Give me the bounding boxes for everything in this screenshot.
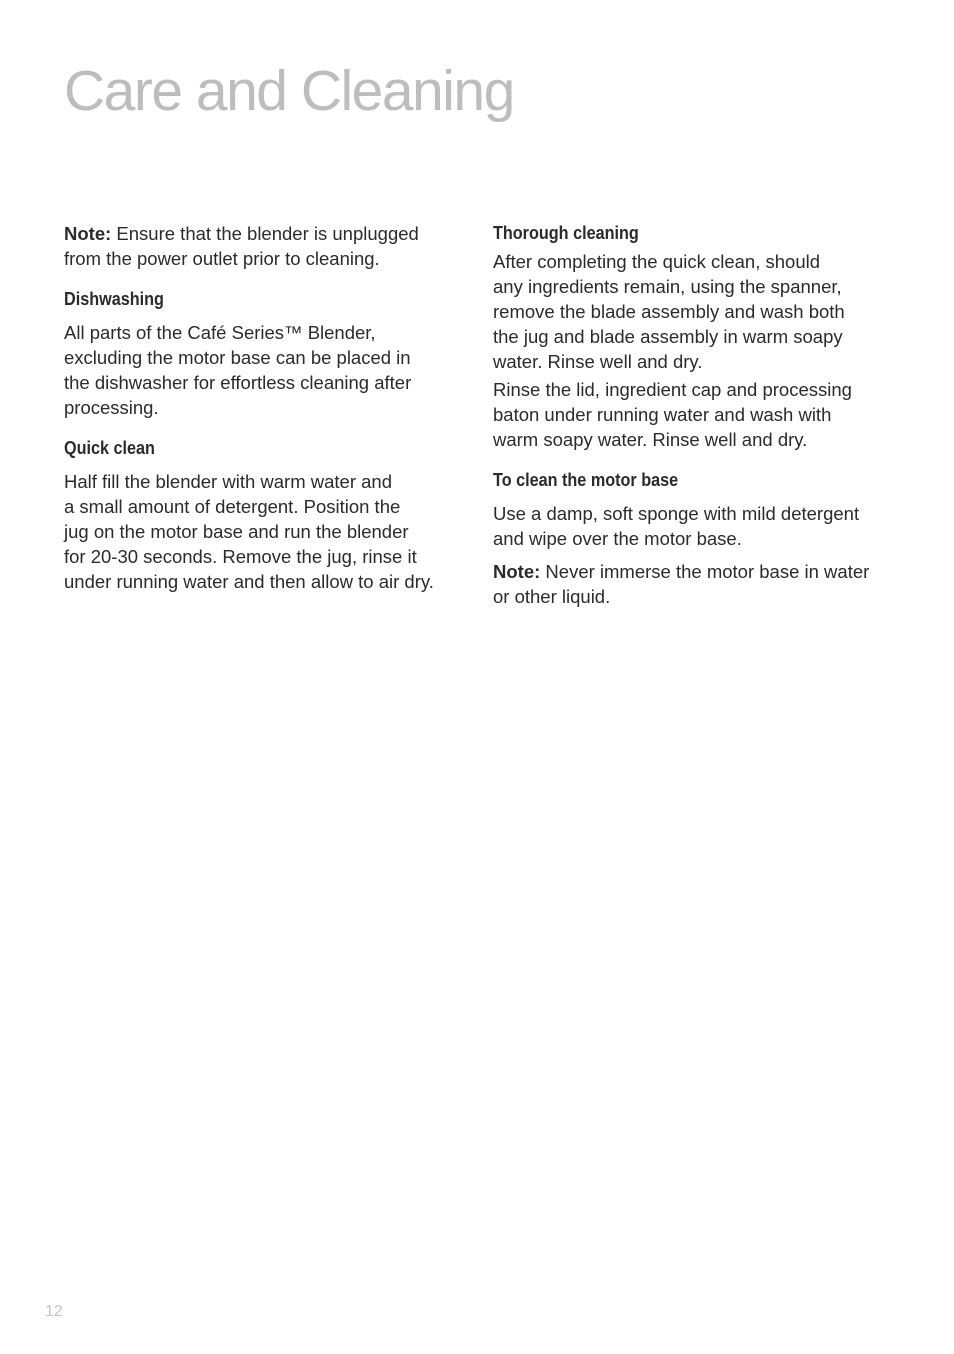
- motor-base-heading: To clean the motor base: [493, 470, 679, 490]
- paragraph-line: any ingredients remain, using the spanner,: [493, 276, 842, 297]
- note-label: Note:: [493, 561, 541, 582]
- paragraph-line: under running water and then allow to air dry.: [64, 571, 434, 592]
- page-number: 12: [45, 1303, 63, 1320]
- immerse-note: [493, 559, 903, 609]
- paragraph-line: warm soapy water. Rinse well and dry.: [493, 429, 808, 450]
- unplug-note: [64, 221, 474, 271]
- thorough-cleaning-paragraph-2: [493, 377, 903, 452]
- quick-clean-heading: Quick clean: [64, 438, 155, 458]
- paragraph-line: jug on the motor base and run the blender: [64, 521, 409, 542]
- dishwashing-heading: Dishwashing: [64, 289, 164, 309]
- note-text: Never immerse the motor base in water: [540, 561, 870, 582]
- note-text: or other liquid.: [493, 586, 611, 607]
- paragraph-line: processing.: [64, 397, 159, 418]
- paragraph-line: Half fill the blender with warm water and: [64, 471, 393, 492]
- left-column: [64, 221, 474, 594]
- paragraph-line: Rinse the lid, ingredient cap and processing: [493, 379, 852, 400]
- quick-clean-paragraph: [64, 469, 474, 594]
- paragraph-line: water. Rinse well and dry.: [493, 351, 703, 372]
- note-label: Note:: [64, 223, 112, 244]
- note-text: Ensure that the blender is unplugged: [111, 223, 419, 244]
- paragraph-line: All parts of the Café Series™ Blender,: [64, 322, 376, 343]
- note-text: from the power outlet prior to cleaning.: [64, 248, 380, 269]
- paragraph-line: the dishwasher for effortless cleaning after: [64, 372, 412, 393]
- paragraph-line: the jug and blade assembly in warm soapy: [493, 326, 843, 347]
- paragraph-line: remove the blade assembly and wash both: [493, 301, 845, 322]
- motor-base-paragraph: [493, 501, 903, 551]
- thorough-cleaning-paragraph-1: [493, 249, 903, 374]
- right-column: [493, 221, 903, 609]
- paragraph-line: for 20-30 seconds. Remove the jug, rinse it: [64, 546, 417, 567]
- paragraph-line: a small amount of detergent. Position the: [64, 496, 401, 517]
- thorough-cleaning-heading: Thorough cleaning: [493, 223, 639, 243]
- dishwashing-paragraph: [64, 320, 474, 420]
- unplug-note-line: [64, 221, 474, 246]
- paragraph-line: Use a damp, soft sponge with mild detergent: [493, 503, 860, 524]
- paragraph-line: baton under running water and wash with: [493, 404, 832, 425]
- paragraph-line: excluding the motor base can be placed in: [64, 347, 411, 368]
- paragraph-line: and wipe over the motor base.: [493, 528, 742, 549]
- immerse-note-line: [493, 559, 903, 584]
- paragraph-line: After completing the quick clean, should: [493, 251, 821, 272]
- page-title: Care and Cleaning: [64, 59, 514, 123]
